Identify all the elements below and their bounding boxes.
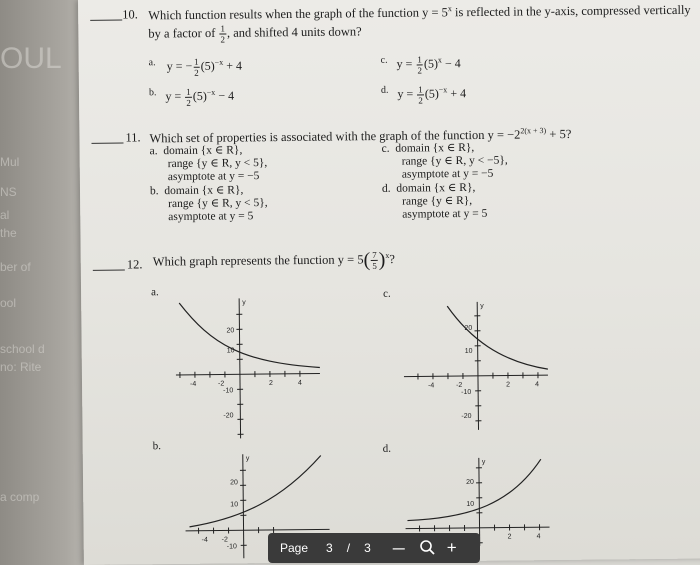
x-tick-label: -2 [221, 536, 228, 544]
question-10-factor-suffix: , and shifted 4 units down? [226, 24, 362, 40]
option-fraction [416, 54, 423, 75]
x-axis [176, 373, 320, 375]
question-12-text-end: ? [389, 252, 396, 267]
option-lead: y = [396, 56, 416, 71]
y-tick-label: 20 [466, 478, 474, 486]
option-exponent: −x [206, 87, 216, 97]
option-lead: y = [397, 86, 417, 101]
y-axis [479, 458, 480, 546]
option-tail: − 4 [441, 56, 461, 71]
option-base: (5) [423, 56, 438, 71]
answer-blank[interactable] [91, 143, 123, 144]
background-word: a comp [0, 490, 40, 504]
background-word: Mul [0, 155, 20, 169]
question-10-factor [219, 23, 226, 44]
option-exponent: −x [214, 57, 224, 67]
x-tick-label: -4 [201, 536, 208, 544]
graph-a[interactable] [171, 293, 323, 443]
x-tick-label: 4 [535, 381, 539, 389]
background-word: school d [0, 342, 45, 356]
option-domain: domain {x ∈ R}, [396, 181, 476, 195]
background-word: OUL [0, 42, 62, 75]
fraction-numerator: 1 [194, 56, 199, 67]
question-11-exponent: 2(x + 3) [520, 126, 547, 136]
fraction-numerator: 1 [417, 54, 422, 65]
y-tick-label: 20 [230, 479, 238, 487]
x-axis [186, 529, 330, 531]
graph-c-letter: c. [383, 287, 391, 300]
option-tail: + 4 [223, 58, 243, 73]
option-domain: domain {x ∈ R}, [164, 184, 244, 198]
graph-d-letter: d. [382, 442, 392, 455]
fraction-denominator: 2 [417, 65, 423, 76]
curve [179, 301, 320, 368]
y-tick-label: -10 [461, 388, 472, 397]
question-12-text-start: Which graph represents the function y = 5 [152, 252, 364, 269]
curve [447, 302, 548, 370]
x-tick-label: 2 [506, 381, 510, 389]
magnifier-icon [419, 539, 435, 555]
question-12-number: 12. [126, 257, 143, 272]
x-axis [406, 527, 550, 529]
graph-c[interactable] [399, 297, 550, 434]
graph-a-letter: a. [151, 286, 159, 299]
question-11-number: 11. [125, 130, 141, 145]
page-separator: / [346, 541, 351, 555]
question-10-text-start: Which function results when the graph of the function y = 5 [148, 5, 448, 23]
x-tick-label: 2 [268, 379, 273, 388]
q11-option-c[interactable] [382, 142, 508, 183]
question-10-number: 10. [122, 7, 138, 22]
fraction-denominator: 2 [418, 95, 423, 106]
q10-option-d[interactable] [381, 84, 466, 106]
question-10-text [148, 2, 691, 24]
curve [407, 459, 542, 520]
x-tick-label: 4 [536, 533, 541, 541]
y-tick-label: 20 [226, 327, 235, 335]
y-axis [477, 302, 478, 430]
curve [189, 455, 322, 526]
question-10-exponent: x [447, 4, 452, 14]
y-tick-label: 20 [464, 324, 473, 332]
option-letter: a. [148, 57, 156, 69]
fraction-denominator: 2 [194, 67, 199, 78]
current-page: 3 [326, 541, 333, 555]
option-letter: d. [381, 182, 391, 195]
question-10-factor-prefix: by a factor of [148, 25, 219, 41]
answer-blank[interactable] [90, 20, 122, 21]
option-asymptote: asymptote at y = −5 [167, 170, 260, 184]
option-letter: c. [380, 54, 388, 66]
option-tail: − 4 [215, 88, 235, 103]
fraction-numerator: 1 [186, 86, 191, 97]
background-word: no: Rite [0, 360, 42, 374]
option-domain: domain {x ∈ R}, [163, 144, 243, 158]
option-range: range {y ∈ R, y < 5}, [167, 157, 268, 171]
option-exponent: −x [438, 85, 448, 95]
x-tick-label: -2 [456, 381, 463, 390]
y-tick-label: -20 [223, 412, 234, 420]
fraction-denominator: 5 [372, 260, 377, 271]
axis-label: y [245, 455, 250, 463]
y-tick-label: -20 [461, 412, 472, 421]
background-word: ber of [0, 260, 31, 274]
fraction-numerator: 1 [220, 23, 225, 34]
y-tick-label: 10 [230, 501, 239, 509]
q10-option-c[interactable] [381, 54, 461, 76]
option-letter: a. [149, 145, 158, 158]
fraction-denominator: 2 [186, 97, 191, 108]
option-base: (5) [200, 58, 215, 73]
x-axis [404, 375, 548, 377]
zoom-in-button[interactable]: + [446, 538, 457, 557]
q11-option-a[interactable] [150, 144, 268, 185]
option-asymptote: asymptote at y = 5 [168, 210, 254, 224]
option-lead: y = − [166, 59, 193, 74]
page-toolbar [268, 533, 480, 563]
y-tick-label: 10 [464, 347, 473, 355]
y-tick-label: 10 [466, 500, 475, 508]
question-12-text: Which graph represents the function y = 5( $\frac{7}{5}$ )$^x$? [152, 248, 396, 272]
background-word: the [0, 226, 17, 240]
zoom-out-button[interactable]: — [392, 541, 405, 555]
total-pages: 3 [364, 541, 371, 555]
option-fraction [185, 87, 192, 108]
fraction-denominator: 2 [220, 34, 226, 45]
option-letter: c. [381, 142, 390, 155]
option-letter: b. [149, 185, 159, 198]
q10-option-b[interactable] [149, 86, 234, 108]
fraction-numerator: 7 [372, 249, 377, 260]
question-12-exponent: x [385, 250, 390, 261]
y-tick-label: 10 [226, 347, 235, 355]
option-fraction [193, 57, 200, 78]
option-domain: domain {x ∈ R}, [395, 141, 475, 155]
x-tick-label: 2 [507, 533, 512, 541]
graph-b-letter: b. [152, 440, 161, 453]
worksheet-page [78, 0, 700, 565]
option-range: range {y ∈ R}, [402, 195, 473, 208]
question-11-text-end: + 5? [546, 126, 572, 142]
option-asymptote: asymptote at y = −5 [401, 168, 494, 182]
answer-blank[interactable] [93, 270, 125, 271]
option-letter: b. [148, 87, 157, 99]
option-lead: y = [165, 89, 185, 104]
y-tick-label: -10 [223, 387, 234, 395]
question-10-text-line2 [148, 22, 362, 45]
background-word: al [0, 208, 10, 222]
axis-label: y [480, 302, 484, 310]
q10-option-a[interactable] [149, 56, 243, 78]
x-tick-label: -4 [189, 380, 197, 388]
option-tail: + 4 [447, 86, 467, 101]
option-letter: d. [380, 84, 389, 96]
option-asymptote: asymptote at y = 5 [402, 208, 488, 222]
y-tick-label: -10 [226, 543, 237, 551]
q11-option-b[interactable] [150, 184, 268, 225]
x-tick-label: 4 [297, 379, 302, 387]
zoom-button[interactable] [419, 539, 435, 558]
axis-label: y [481, 458, 486, 466]
axis-label: y [242, 299, 246, 307]
page-label: Page [280, 541, 309, 555]
x-tick-label: -2 [217, 380, 225, 388]
question-12-fraction [371, 250, 378, 271]
option-exponent: x [437, 55, 442, 65]
question-11-text-start: Which set of properties is associated with the graph of the function y = −2 [149, 127, 521, 146]
x-tick-label: -4 [428, 382, 435, 390]
option-base: (5) [192, 88, 207, 104]
option-fraction [417, 84, 424, 105]
q11-option-d[interactable] [382, 182, 487, 223]
fraction-numerator: 1 [418, 84, 423, 95]
option-range: range {y ∈ R, y < 5}, [168, 197, 268, 211]
y-axis [239, 298, 240, 438]
question-11-text [149, 126, 571, 147]
option-base: (5) [424, 86, 439, 101]
background-word: ool [0, 296, 17, 310]
option-range: range {y ∈ R, y < −5}, [401, 154, 508, 168]
question-10-text-end: is reflected in the y-axis, compressed vertically [451, 2, 691, 20]
background-word: NS [0, 185, 17, 199]
